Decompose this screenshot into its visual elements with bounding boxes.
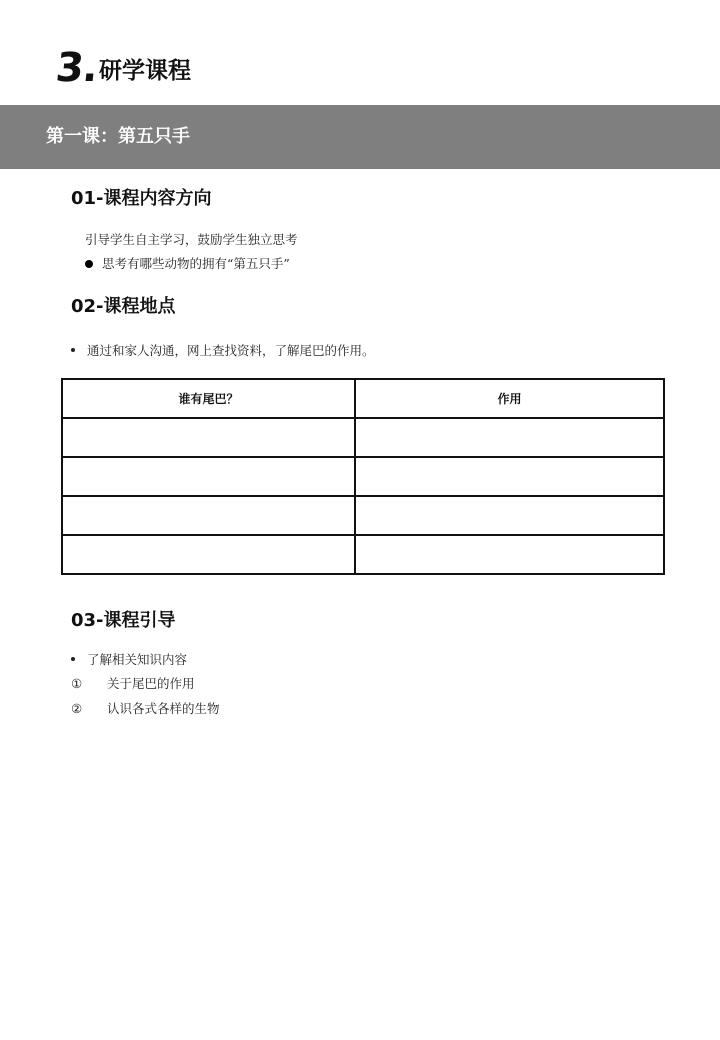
part3-bullet-text: 了解相关知识内容 bbox=[87, 652, 188, 667]
list-item-text: 关于尾巴的作用 bbox=[107, 676, 195, 691]
table-cell[interactable] bbox=[62, 457, 355, 496]
bullet-dot-icon bbox=[71, 348, 75, 352]
lesson-banner bbox=[0, 105, 720, 169]
table-row bbox=[62, 457, 664, 496]
part1-intro: 引导学生自主学习，鼓励学生独立思考 bbox=[85, 232, 298, 247]
section-heading: 研学课程 bbox=[99, 58, 192, 84]
list-marker: ① bbox=[71, 676, 83, 691]
table-cell[interactable] bbox=[62, 535, 355, 574]
table-row bbox=[62, 496, 664, 535]
part2-heading: 02-课程地点 bbox=[71, 296, 176, 317]
table-cell[interactable] bbox=[355, 457, 664, 496]
list-item-text: 认识各式各样的生物 bbox=[107, 701, 220, 716]
part3-list-item bbox=[71, 700, 220, 718]
part3-bullet-item bbox=[71, 651, 187, 669]
lesson-title: 第一课：第五只手 bbox=[46, 126, 190, 147]
part3-list-item bbox=[71, 675, 195, 693]
table-cell[interactable] bbox=[355, 535, 664, 574]
table-row bbox=[62, 535, 664, 574]
table-cell[interactable] bbox=[62, 418, 355, 457]
bullet-dot-icon bbox=[71, 657, 75, 661]
part1-heading: 01-课程内容方向 bbox=[71, 188, 212, 209]
part2-bullet-item bbox=[71, 342, 375, 360]
part1-bullet-text: 思考有哪些动物的拥有“第五只手” bbox=[102, 256, 290, 271]
part1-bullet-item bbox=[85, 255, 290, 273]
part2-bullet-text: 通过和家人沟通，网上查找资料，了解尾巴的作用。 bbox=[87, 343, 375, 358]
list-marker: ② bbox=[71, 701, 83, 716]
tail-table bbox=[61, 378, 665, 575]
table-header-animal: 谁有尾巴？ bbox=[62, 379, 355, 418]
table-cell[interactable] bbox=[355, 418, 664, 457]
bullet-dot-icon bbox=[85, 260, 93, 268]
part3-heading: 03-课程引导 bbox=[71, 610, 176, 631]
table-header-row bbox=[62, 379, 664, 418]
section-title bbox=[53, 44, 192, 91]
section-number: 3. bbox=[53, 45, 100, 91]
table-cell[interactable] bbox=[355, 496, 664, 535]
table-header-function: 作用 bbox=[355, 379, 664, 418]
table-cell[interactable] bbox=[62, 496, 355, 535]
table-row bbox=[62, 418, 664, 457]
